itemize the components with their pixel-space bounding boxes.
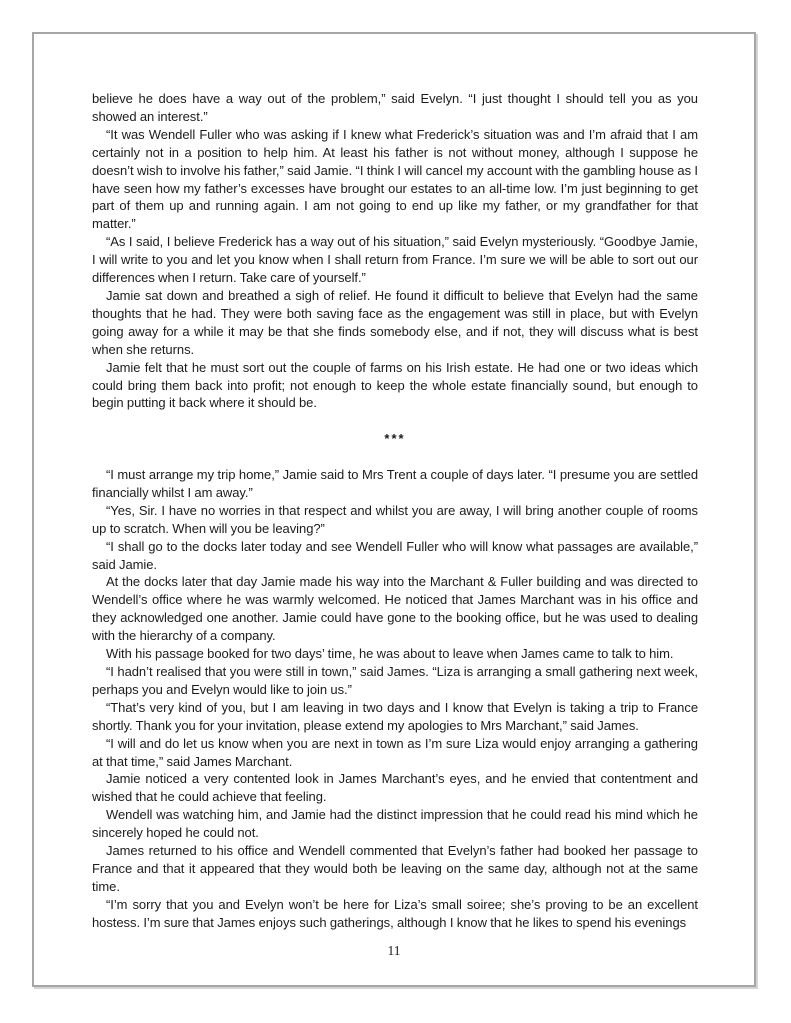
section-divider: ***	[384, 431, 406, 447]
paragraph: “I must arrange my trip home,” Jamie said to Mrs Trent a couple of days later. “I presume you are settled financially whilst I am away.”	[92, 467, 698, 500]
paragraph: “I hadn’t realised that you were still in town,” said James. “Liza is arranging a small gathering next week, perhaps you and Evelyn would like to join us.”	[92, 663, 698, 697]
paragraph: “It was Wendell Fuller who was asking if I knew what Frederick’s situation was and I’m afraid that I am certainly not in a position to help him. At least his father is not without money, although I suppose he doesn’t wish to involve his father,” said Jamie. “I think I will cancel my account with the gambling house as I have seen how my father’s excesses have brought our estates to an all-time low. I’m just beginning to get part of them up and running again. I am not going to end up like my father, or my grandfather for that matter.”	[92, 126, 698, 232]
paragraph: James returned to his office and Wendell commented that Evelyn’s father had booked her passage to France and that it appeared that they would both be leaving on the same day, although not at the same time.	[92, 843, 698, 894]
paragraph: “Yes, Sir. I have no worries in that respect and whilst you are away, I will bring another couple of rooms up to scratch. When will you be leaving?”	[92, 502, 698, 536]
paragraph: Jamie felt that he must sort out the couple of farms on his Irish estate. He had one or two ideas which could bring them back into profit; not enough to keep the whole estate financially sound, but enough to begin putting it back where it should be.	[92, 359, 698, 411]
paragraph: With his passage booked for two days’ time, he was about to leave when James came to talk to him.	[106, 646, 674, 662]
paragraph: “I shall go to the docks later today and see Wendell Fuller who will know what passages are available,” said Jamie.	[92, 538, 698, 572]
paragraph: believe he does have a way out of the problem,” said Evelyn. “I just thought I should tell you as you showed an interest.”	[92, 91, 698, 124]
paragraph: Jamie sat down and breathed a sigh of relief. He found it difficult to believe that Evelyn had the same thoughts that he had. They were both saving face as the engagement was still in place, but with Evelyn going away for a while it may be that she finds somebody else, and if not, they will discuss what is best when she returns.	[92, 287, 698, 357]
page-content	[92, 90, 698, 932]
page-border	[32, 32, 756, 987]
paragraph: Jamie noticed a very contented look in James Marchant’s eyes, and he envied that contentment and wished that he could achieve that feeling.	[92, 771, 698, 805]
paragraph: “That’s very kind of you, but I am leaving in two days and I know that Evelyn is taking a trip to France shortly. Thank you for your invitation, please extend my apologies to Mrs Marchant,” said James.	[92, 699, 698, 733]
paragraph: “As I said, I believe Frederick has a way out of his situation,” said Evelyn mysteriously. “Goodbye Jamie, I will write to you and let you know when I shall return from France. I’m sure we will be able to sort out our differences when I return. Take care of yourself.”	[92, 234, 698, 286]
paragraph: At the docks later that day Jamie made his way into the Marchant & Fuller building and was directed to Wendell’s office where he was warmly welcomed. He noticed that James Marchant was in his office and they acknowledged one another. Jamie could have gone to the booking office, but he was used to dealing with the hierarchy of a company.	[92, 574, 698, 644]
paragraph: Wendell was watching him, and Jamie had the distinct impression that he could read his mind which he sincerely hoped he could not.	[92, 807, 698, 841]
paragraph: “I will and do let us know when you are next in town as I’m sure Liza would enjoy arranging a gathering at that time,” said James Marchant.	[92, 735, 698, 769]
page-number: 11	[387, 943, 401, 958]
paragraph: “I’m sorry that you and Evelyn won’t be here for Liza’s small soiree; she’s proving to be an excellent hostess. I’m sure that James enjoys such gatherings, although I know that he likes to spend his evenings	[92, 896, 698, 930]
